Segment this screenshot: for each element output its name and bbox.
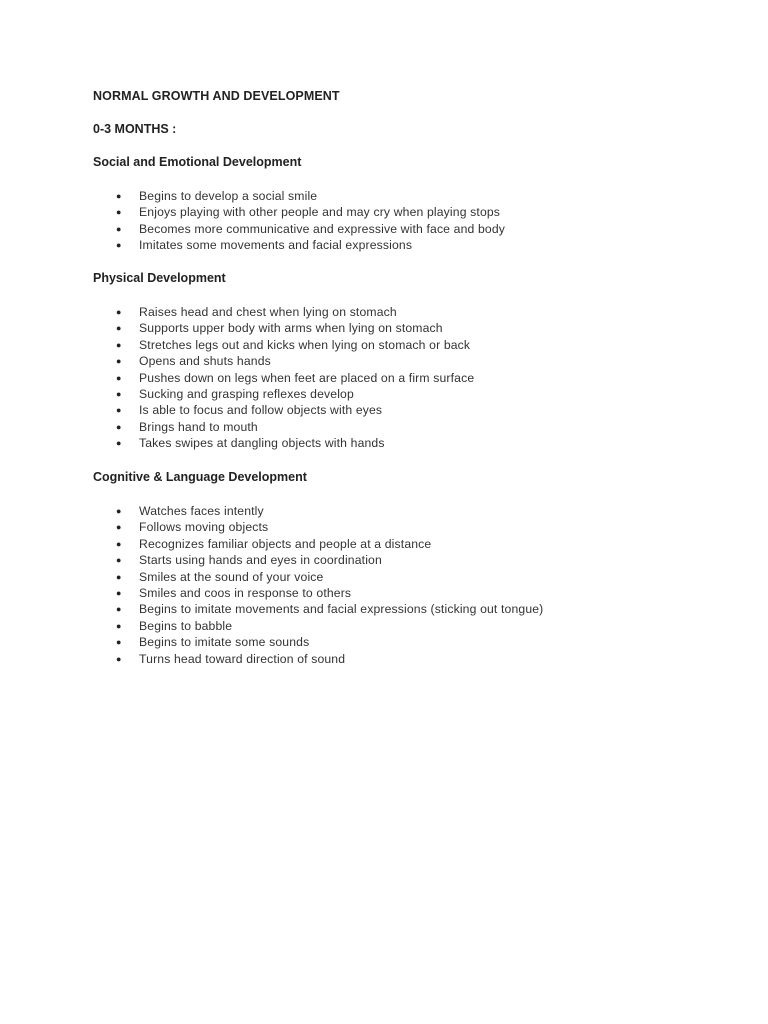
list-item-text: Is able to focus and follow objects with eyes xyxy=(139,403,383,418)
list-item-text: Begins to imitate movements and facial expressions (sticking out tongue) xyxy=(139,602,544,617)
list-item-text: Turns head toward direction of sound xyxy=(139,651,346,666)
list-item-text: Raises head and chest when lying on stomach xyxy=(139,305,397,319)
list-item-text: Pushes down on legs when feet are placed on a firm surface xyxy=(139,370,475,385)
bullet-icon: ● xyxy=(116,388,122,399)
list-item-text: Opens and shuts hands xyxy=(139,354,271,369)
bullet-icon: ● xyxy=(116,438,122,449)
bullet-icon: ● xyxy=(116,538,122,549)
list-item-text: Takes swipes at dangling objects with hands xyxy=(139,436,385,451)
list-item-text: Begins to babble xyxy=(139,618,233,633)
bullet-icon: ● xyxy=(116,323,122,334)
bullet-icon: ● xyxy=(116,522,122,533)
bullet-icon: ● xyxy=(116,207,122,218)
bullet-icon: ● xyxy=(116,421,122,432)
list-item-text: Starts using hands and eyes in coordination xyxy=(139,553,382,568)
section-heading-physical: Physical Development xyxy=(93,271,226,285)
bullet-icon: ● xyxy=(116,223,122,234)
section-heading-cognitive-language: Cognitive & Language Development xyxy=(93,470,307,484)
bullet-icon: ● xyxy=(116,191,122,201)
list-item-text: Smiles and coos in response to others xyxy=(139,585,352,600)
list-item-text: Begins to imitate some sounds xyxy=(139,635,310,650)
bullet-icon: ● xyxy=(116,405,122,416)
bullet-icon: ● xyxy=(116,356,122,367)
list-item-text: Begins to develop a social smile xyxy=(139,189,318,203)
bullet-icon: ● xyxy=(116,555,122,566)
bullet-icon: ● xyxy=(116,653,122,664)
list-item-text: Smiles at the sound of your voice xyxy=(139,569,324,584)
bullet-icon: ● xyxy=(116,372,122,383)
list-item-text: Becomes more communicative and expressive with face and body xyxy=(139,221,505,236)
list-item-text: Brings hand to mouth xyxy=(139,419,258,434)
list-item-text: Stretches legs out and kicks when lying on stomach or back xyxy=(139,337,471,352)
bullet-icon: ● xyxy=(116,604,122,615)
list-item-text: Follows moving objects xyxy=(139,520,269,535)
age-range-heading: 0-3 MONTHS : xyxy=(93,122,177,136)
bullet-icon: ● xyxy=(116,307,122,317)
bullet-icon: ● xyxy=(116,339,122,350)
list-item-text: Sucking and grasping reflexes develop xyxy=(139,386,354,401)
bullet-icon: ● xyxy=(116,620,122,631)
list-item-text: Enjoys playing with other people and may cry when playing stops xyxy=(139,205,501,220)
document-title: NORMAL GROWTH AND DEVELOPMENT xyxy=(93,89,340,103)
list-item-text: Watches faces intently xyxy=(139,504,264,518)
list-item-text: Imitates some movements and facial expressions xyxy=(139,238,413,253)
bullet-icon: ● xyxy=(116,506,122,516)
list-item-text: Recognizes familiar objects and people at a distance xyxy=(139,536,432,551)
section-heading-social-emotional: Social and Emotional Development xyxy=(93,155,302,169)
bullet-icon: ● xyxy=(116,587,122,598)
list-item-text: Supports upper body with arms when lying on stomach xyxy=(139,321,443,336)
bullet-icon: ● xyxy=(116,571,122,582)
bullet-icon: ● xyxy=(116,637,122,648)
bullet-icon: ● xyxy=(116,240,122,251)
